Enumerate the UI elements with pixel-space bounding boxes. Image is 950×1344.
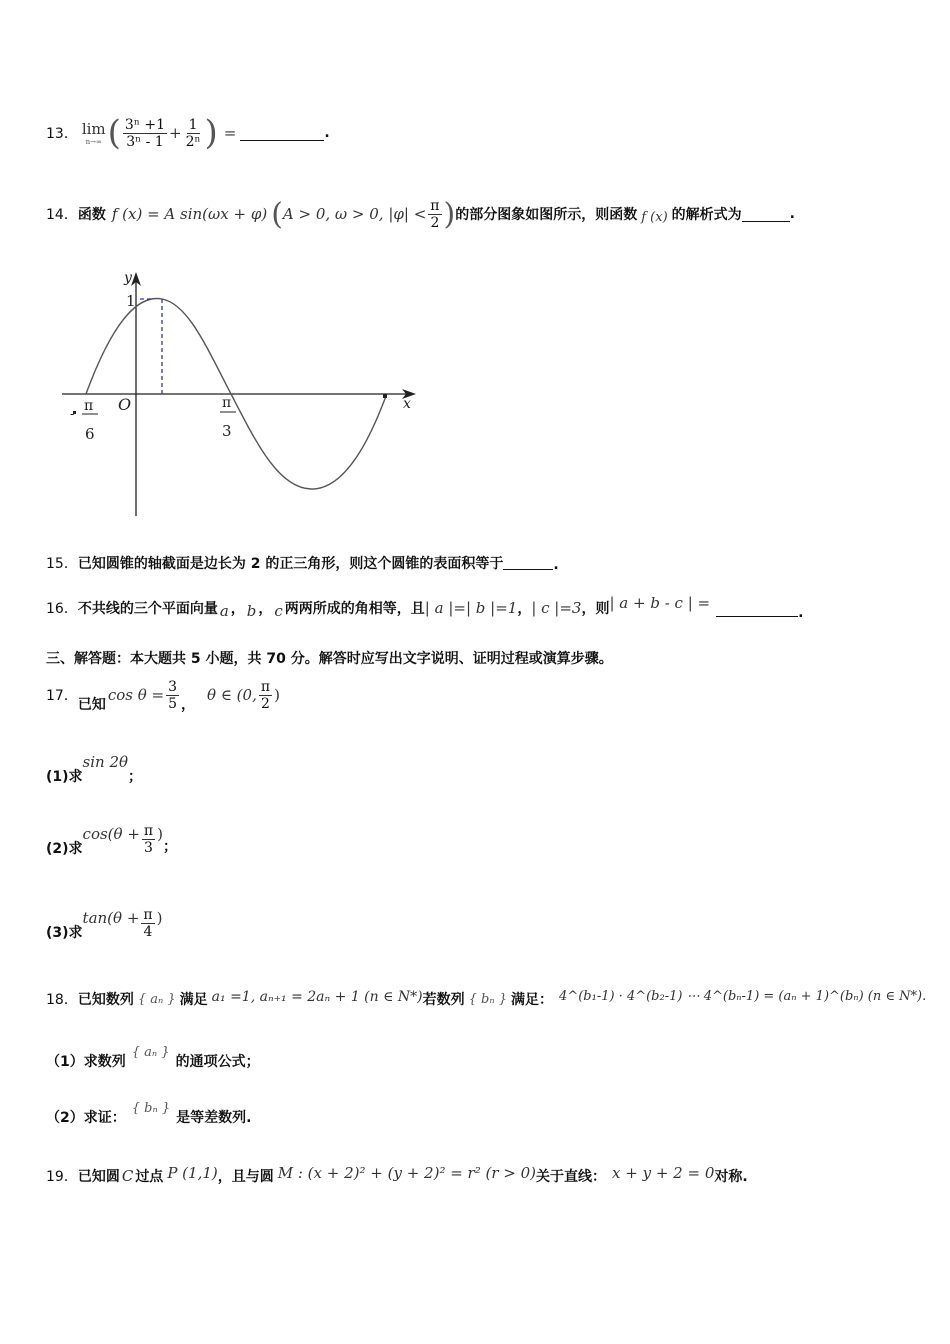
circle-c: C	[121, 1167, 134, 1185]
question-16	[46, 590, 803, 626]
sequence-b-set: { bₙ }	[468, 991, 508, 1007]
question-18	[46, 984, 926, 1014]
answer-blank-15[interactable]	[503, 568, 553, 570]
part-2-label: (2)求	[46, 841, 83, 857]
comma: ，	[517, 601, 532, 617]
question-19-t2: 过点	[135, 1169, 164, 1185]
function-expression: f (x) = A sin(ωx + φ)	[111, 205, 268, 223]
theta-fraction	[259, 679, 272, 712]
section-3-header: 三、解答题：本大题共 5 小题，共 70 分。解答时应写出文字说明、证明过程或演算步骤。	[46, 651, 613, 667]
fraction-1-denominator: 3ⁿ - 1	[126, 133, 164, 150]
lim-text: lim	[81, 120, 106, 138]
magnitude-c: | c |=3	[531, 599, 582, 617]
cond-fraction	[428, 198, 441, 231]
right-end-marker	[383, 394, 387, 398]
answer-blank-14[interactable]	[742, 220, 790, 222]
part-1-expression: sin 2θ	[82, 753, 129, 771]
comma: ，	[230, 601, 245, 617]
left-paren: (	[107, 113, 121, 153]
circle-m-equation: M : (x + 2)² + (y + 2)² = r² (r > 0)	[277, 1164, 537, 1182]
question-18-number: 18．	[46, 992, 78, 1008]
part-2-label: （2）求证：	[46, 1110, 126, 1126]
vector-c: c	[274, 602, 283, 620]
product-equation: 4^(b₁-1) · 4^(b₂-1) ⋯ 4^(bₙ-1) = (aₙ + 1)^(bₙ) (n ∈ N*).	[559, 988, 927, 1004]
theta-range: θ ∈ (0,	[207, 686, 257, 704]
sine-graph	[56, 266, 426, 521]
question-14	[46, 192, 795, 236]
question-19-t5: 对称.	[714, 1169, 748, 1185]
equals-sign: =	[223, 124, 237, 142]
origin-label: O	[118, 395, 132, 414]
period: .	[798, 605, 804, 621]
question-17-part-3	[46, 900, 162, 946]
part-2-expression: cos(θ +	[82, 825, 140, 843]
close-paren: )	[157, 825, 163, 843]
question-15-number: 15．	[46, 556, 78, 572]
question-18-t3: 若数列	[422, 992, 465, 1008]
period: .	[789, 206, 795, 222]
question-17-prefix: 已知	[77, 697, 106, 713]
neg-sign: -	[70, 407, 75, 422]
question-15-text: 已知圆锥的轴截面是边长为 2 的正三角形，则这个圆锥的表面积等于	[77, 556, 504, 572]
part-3-expression: tan(θ +	[82, 909, 140, 927]
period: .	[324, 125, 330, 141]
fraction-2-denominator: 2ⁿ	[185, 133, 201, 150]
question-16-t2: 两两所成的角相等，且	[284, 601, 425, 617]
cond-fraction-denominator: 2	[430, 214, 440, 231]
question-17-number: 17．	[46, 688, 78, 704]
limit-operator	[82, 120, 106, 146]
part-3-fraction-denominator: 4	[143, 923, 153, 940]
part-2-fraction	[142, 823, 155, 856]
vector-b: b	[246, 602, 257, 620]
theta-fraction-denominator: 2	[261, 695, 270, 712]
question-14-mid: 的部分图象如图所示，则函数	[455, 207, 638, 223]
part-1-label: （1）求数列	[46, 1054, 126, 1070]
question-18-part-1	[46, 1040, 260, 1072]
question-17	[46, 672, 280, 718]
question-13-number: 13．	[46, 126, 78, 142]
pos-pi-denominator: 3	[222, 422, 232, 440]
fx-symbol: f (x)	[641, 209, 668, 225]
cos-fraction-numerator: 3	[168, 678, 178, 695]
part-2-fraction-numerator: π	[143, 822, 154, 839]
question-16-t3: ，则	[581, 601, 610, 617]
cos-theta: cos θ =	[107, 686, 165, 704]
cond-fraction-numerator: π	[430, 197, 440, 214]
comma: ，	[258, 601, 273, 617]
question-19-t4: 关于直线：	[536, 1169, 607, 1185]
function-conditions: A > 0, ω > 0, |φ| <	[282, 205, 427, 223]
question-16-number: 16．	[46, 601, 78, 617]
question-18-t4: 满足：	[511, 992, 554, 1008]
question-15	[46, 553, 559, 573]
question-19-number: 19．	[46, 1169, 78, 1185]
magnitude-expression: | a + b - c | =	[609, 594, 711, 612]
right-paren: )	[204, 113, 218, 153]
question-17-part-2	[46, 816, 177, 862]
part-3-fraction-numerator: π	[143, 906, 153, 923]
cond-right-paren: )	[443, 196, 456, 232]
part-1-label: (1)求	[46, 769, 83, 785]
part-2-text: 是等差数列.	[176, 1110, 252, 1126]
sequence-a-set: { aₙ }	[131, 1044, 170, 1060]
question-14-prefix: 函数	[77, 207, 106, 223]
point-p: P (1,1)	[167, 1164, 218, 1182]
cond-left-paren: (	[271, 196, 283, 232]
lim-subscript: n→∞	[85, 138, 102, 146]
close-paren: )	[274, 686, 280, 704]
recurrence-relation: a₁ =1, aₙ₊₁ = 2aₙ + 1 (n ∈ N*)	[211, 989, 423, 1005]
fraction-1	[123, 117, 167, 150]
y-axis-label: y	[124, 270, 132, 286]
question-18-t1: 已知数列	[77, 992, 134, 1008]
theta-fraction-numerator: π	[260, 678, 271, 695]
answer-blank-13[interactable]	[240, 139, 324, 141]
vector-a: a	[219, 602, 229, 620]
question-16-t1: 不共线的三个平面向量	[77, 601, 218, 617]
question-19	[46, 1160, 748, 1192]
neg-pi-denominator: 6	[85, 425, 95, 443]
question-14-number: 14．	[46, 207, 78, 223]
semicolon: ；	[162, 839, 177, 855]
max-value-label: 1	[126, 292, 136, 310]
question-17-part-1	[46, 752, 142, 786]
part-2-fraction-denominator: 3	[144, 839, 153, 856]
close-paren: )	[156, 909, 163, 927]
sequence-a-set: { aₙ }	[137, 991, 176, 1007]
part-1-text: 的通项公式；	[175, 1054, 260, 1070]
magnitude-ab: | a |=| b |=1	[424, 599, 518, 617]
period: .	[553, 557, 559, 573]
cos-fraction	[166, 679, 179, 712]
pos-pi-numerator: π	[222, 395, 232, 411]
fraction-2-numerator: 1	[188, 116, 198, 133]
cos-fraction-denominator: 5	[168, 695, 178, 712]
semicolon: ；	[128, 769, 143, 785]
plus-sign: +	[168, 124, 182, 142]
question-18-part-2	[46, 1096, 251, 1128]
question-18-t2: 满足	[179, 992, 208, 1008]
part-3-label: (3)求	[46, 925, 83, 941]
comma: ，	[181, 697, 196, 713]
question-19-t3: ，且与圆	[217, 1169, 274, 1185]
line-equation: x + y + 2 = 0	[612, 1164, 715, 1182]
question-13	[46, 108, 330, 158]
fraction-2	[184, 117, 203, 150]
neg-pi-numerator: π	[84, 398, 94, 414]
x-axis-label: x	[403, 396, 411, 412]
sequence-b-set: { bₙ }	[131, 1100, 171, 1116]
fraction-1-numerator: 3ⁿ +1	[124, 116, 165, 133]
question-19-t1: 已知圆	[77, 1169, 120, 1185]
question-14-suffix: 的解析式为	[671, 207, 742, 223]
answer-blank-16[interactable]	[716, 615, 798, 617]
part-3-fraction	[141, 907, 154, 940]
